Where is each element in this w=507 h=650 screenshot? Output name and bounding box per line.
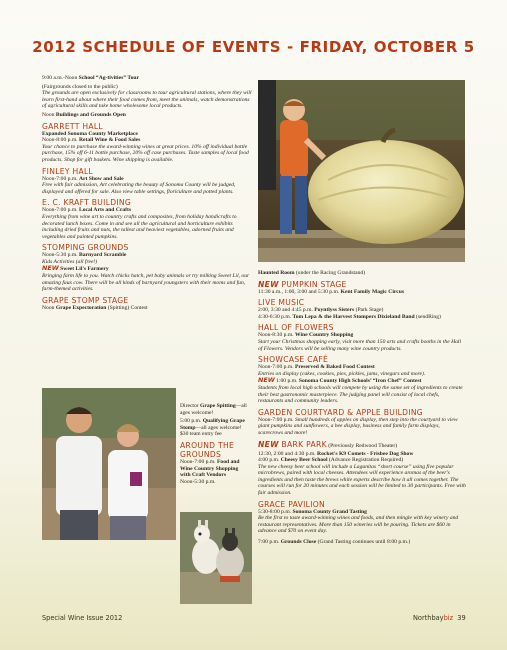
flowers-line: Noon-8:30 p.m. Wine Country Shopping [258, 332, 354, 339]
showcase-desc1: Entries on display (cakes, cookies, pies, pickles, jams, vinegars and more). [258, 370, 426, 377]
heading-hall-of-flowers: HALL OF FLOWERS [258, 323, 334, 333]
heading-kraft-building: E. C. KRAFT BUILDING [42, 198, 132, 208]
showcase-desc2: Students from local high schools will compete by using the same set of ingredients to create their best gastronomic masterpiece. The judging panel will consist of local chefs, restaurants and community leaders. [258, 384, 463, 405]
stomping-new-line: NEW Sweet Lil's Farmery [42, 264, 109, 273]
music-line2: 4:30-6:30 p.m. Tom Lepa & the Harvest Stompers Dixieland Band (sendRing) [258, 313, 441, 320]
stomping-kids: Kids Activities (all free!) [42, 258, 98, 265]
grace-line: 5:30-8:00 p.m. Sonoma County Grand Tasting [258, 508, 367, 515]
small-p4: Noon-5:30 p.m. [180, 478, 216, 485]
small-p1: Director Grape Spitting—all ages welcome! [180, 403, 247, 416]
page-title: 2012 SCHEDULE OF EVENTS - FRIDAY, OCTOBER 5 [32, 38, 475, 56]
close-line: 7:00 p.m. Grounds Close (Grand Tasting continues until 8:00 p.m.) [258, 539, 411, 546]
couple-illustration [42, 388, 176, 540]
showcase-line: Noon-7:00 p.m. Preserved & Baked Food Contest [258, 364, 375, 371]
llama-illustration [180, 512, 252, 604]
right-column [258, 270, 466, 548]
intro-line: 9:00 a.m.-Noon School “Ag-tivities” Tour [42, 75, 139, 81]
kraft-desc: Everything from wine art to country crafts and composites, from holiday handicrafts to decorated lunch boxes. Come in and see all the agricultural and horticulture exhibits including dried fruits and nuts, the tallest and heaviest vegetables, adorned fruits and vegetables and painted pumpkins. [42, 213, 237, 240]
heading-bark-park: NEW BARK PARK (Previously Redwood Theater) [258, 439, 398, 449]
stomping-desc: Bringing farm life to you. Watch chicks hatch, pet baby animals or try milking Sweet Lil, our amazing faux cow. There will be all kinds of barnyard youngsters with their moms and fun, farm-themed activities. [42, 273, 250, 293]
garrett-line1: Expanded Sonoma County Marketplace [42, 130, 138, 137]
left-column [42, 75, 252, 313]
small-column [180, 403, 250, 487]
bark-line1: 12:30, 2:00 and 4:30 p.m. Rocket's K9 Comets - Frisbee Dog Show [258, 450, 414, 457]
intro-note: (Fairgrounds closed to the public) [42, 83, 118, 90]
bark-line2: 4:00 p.m. Cheesy Beer School (Advance Registration Required) [258, 457, 404, 464]
flowers-desc: Start your Christmas shopping early, visit more than 150 arts and crafts booths in the Hall of Flowers. Vendors will be selling many wine country products. [258, 338, 462, 352]
bark-desc: The new cheesy beer school will include a Lagunitas “short course” using five popular microbrews, paired with local cheeses. Attendees will experience aromas of the beer's ingredients and then taste the brews while experts describe how it all comes together. The courses will run for 20 minutes and each session will be limited to 30 participants. Free with fair admission. [258, 463, 466, 497]
footer-publication: Northbaybiz 39 [413, 614, 466, 622]
heading-grace-pavilion: GRACE PAVILION [258, 499, 325, 509]
garrett-line2: Noon-8:00 p.m. Retail Wine & Food Sales [42, 137, 141, 144]
stomping-line: Noon-5:30 p.m. Barnyard Scramble [42, 252, 127, 259]
pumpkin-line: 11:30 a.m., 1:00, 3:00 and 5:30 p.m. Kent Family Magic Circus [258, 288, 405, 295]
heading-garden-courtyard: GARDEN COURTYARD & APPLE BUILDING [258, 407, 423, 417]
heading-around-grounds: AROUND THE GROUNDS [180, 440, 235, 459]
showcase-new-line: NEW 1:00 p.m. Sonoma County High Schools’ “Iron Chef” Contest [258, 376, 422, 385]
heading-garrett-hall: GARRETT HALL [42, 121, 103, 131]
grace-desc: Be the first to taste award-winning wines and foods, and then mingle with key winery and restaurant representatives. More than 150 wineries will be pouring. Tickets are $60 in advance and $70 on event day. [258, 515, 459, 535]
music-line1: 2:00, 3:30 and 4:45 p.m. Poyntlyss Sisters (Park Stage) [258, 307, 384, 314]
finley-line: Noon-7:00 p.m. Art Show and Sale [42, 175, 124, 182]
open-line: Noon Buildings and Grounds Open [42, 111, 126, 118]
small-p3: Noon-7:00 p.m. Food and Wine Country Shopping with Craft Vendors [180, 458, 240, 479]
heading-grape-stomp-stage: GRAPE STOMP STAGE [42, 295, 129, 305]
heading-live-music: LIVE MUSIC [258, 298, 305, 308]
photo-llamas [180, 512, 252, 604]
photo-couple [42, 388, 176, 540]
haunted-line: Haunted Room (under the Racing Grandstand) [258, 270, 366, 276]
garrett-desc: Your chance to purchase the award-winning wines at great prices. 10% off individual bottle purchase, 15% off 6-11 bottle purchase, 20% off case purchases. Taste samples of local food products. Shop for gift baskets. Wine shipping is available. [42, 143, 249, 163]
kraft-line: Noon-7:00 p.m. Local Arts and Crafts [42, 207, 132, 214]
pumpkin-illustration [258, 80, 465, 262]
finley-desc: Free with fair admission, Art celebrating the beauty of Sonoma County will be judged, displayed and offered for sale. Also view table settings, floriculture and potted plants. [42, 182, 236, 195]
heading-finley-hall: FINLEY HALL [42, 166, 94, 176]
heading-stomping-grounds: STOMPING GROUNDS [42, 243, 129, 253]
intro-desc: The grounds are open exclusively for classrooms to tour agricultural stations, where they will learn first-hand about where their food comes from, meet the animals, watch demonstrations of agricultural skills and take home wholesome local products. [42, 90, 252, 110]
photo-giant-pumpkin [258, 80, 465, 262]
grape-line: Noon Grape Expectoration (Spitting) Contest [42, 304, 148, 311]
heading-showcase-cafe: SHOWCASE CAFÉ [258, 355, 329, 365]
page-number: 39 [457, 614, 466, 622]
heading-pumpkin-stage: NEW PUMPKIN STAGE [258, 279, 347, 289]
garden-line: Noon-7:00 p.m. Small hundreds of apples on display, then step into the courtyard to view giant pumpkins and sunflowers, a bee display, business and family farm displays, scarecrows and more! [258, 416, 458, 436]
footer-issue: Special Wine Issue 2012 [42, 614, 123, 622]
small-p2: 5:00 p.m. Qualifying Grape Stomp—all ages welcome! $30 team entry fee [180, 418, 245, 438]
